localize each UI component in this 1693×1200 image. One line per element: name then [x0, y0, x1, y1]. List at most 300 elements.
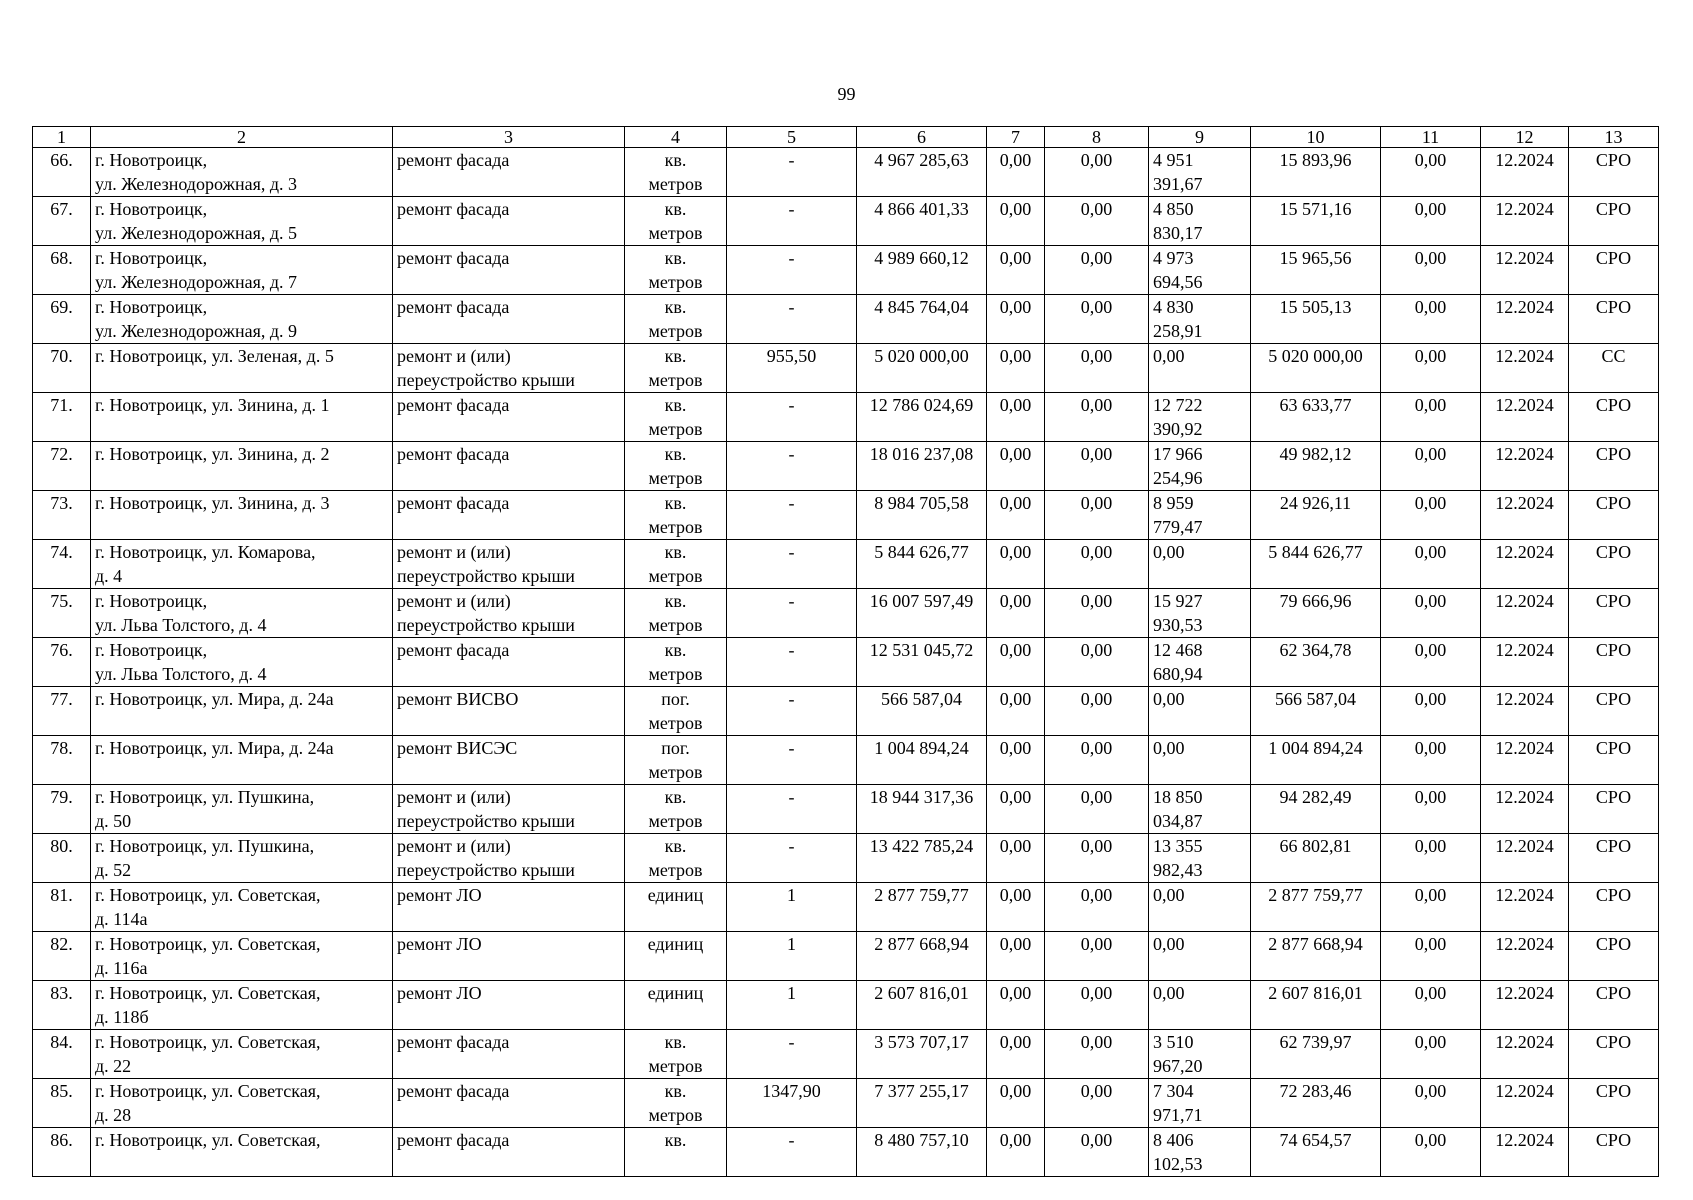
row-number: 75. [33, 589, 91, 638]
column-10-cell: 66 802,81 [1251, 834, 1381, 883]
capital-repair-table [32, 126, 1659, 1177]
table-row [33, 638, 1659, 687]
row-number: 86. [33, 1128, 91, 1177]
column-7-cell: 0,00 [987, 638, 1045, 687]
address-cell: г. Новотроицк, ул. Железнодорожная, д. 3 [91, 148, 393, 197]
column-10-cell: 15 505,13 [1251, 295, 1381, 344]
column-9-cell: 8 406 102,53 [1149, 1128, 1251, 1177]
column-11-cell: 0,00 [1381, 246, 1481, 295]
column-8-cell: 0,00 [1045, 393, 1149, 442]
column-header: 4 [625, 127, 727, 148]
completion-date-cell: 12.2024 [1481, 148, 1569, 197]
row-number: 77. [33, 687, 91, 736]
unit-cell: кв. метров [625, 540, 727, 589]
work-type-cell: ремонт фасада [393, 148, 625, 197]
quantity-cell: - [727, 589, 857, 638]
column-9-cell: 8 959 779,47 [1149, 491, 1251, 540]
column-11-cell: 0,00 [1381, 638, 1481, 687]
row-number: 74. [33, 540, 91, 589]
funding-source-cell: СРО [1569, 148, 1659, 197]
row-number: 85. [33, 1079, 91, 1128]
quantity-cell: 1347,90 [727, 1079, 857, 1128]
column-7-cell: 0,00 [987, 736, 1045, 785]
column-8-cell: 0,00 [1045, 1030, 1149, 1079]
table-row [33, 344, 1659, 393]
completion-date-cell: 12.2024 [1481, 687, 1569, 736]
column-8-cell: 0,00 [1045, 1079, 1149, 1128]
funding-source-cell: СРО [1569, 638, 1659, 687]
table-row [33, 295, 1659, 344]
address-cell: г. Новотроицк, ул. Зинина, д. 3 [91, 491, 393, 540]
total-cost-cell: 566 587,04 [857, 687, 987, 736]
column-header: 12 [1481, 127, 1569, 148]
total-cost-cell: 4 967 285,63 [857, 148, 987, 197]
table-row [33, 1128, 1659, 1177]
unit-cell: кв. метров [625, 442, 727, 491]
funding-source-cell: СРО [1569, 834, 1659, 883]
column-7-cell: 0,00 [987, 589, 1045, 638]
total-cost-cell: 4 989 660,12 [857, 246, 987, 295]
column-11-cell: 0,00 [1381, 148, 1481, 197]
table-row [33, 981, 1659, 1030]
column-9-cell: 4 973 694,56 [1149, 246, 1251, 295]
column-10-cell: 566 587,04 [1251, 687, 1381, 736]
column-8-cell: 0,00 [1045, 344, 1149, 393]
completion-date-cell: 12.2024 [1481, 197, 1569, 246]
column-11-cell: 0,00 [1381, 834, 1481, 883]
quantity-cell: - [727, 540, 857, 589]
unit-cell: единиц [625, 932, 727, 981]
column-9-cell: 0,00 [1149, 932, 1251, 981]
row-number: 79. [33, 785, 91, 834]
column-header: 13 [1569, 127, 1659, 148]
total-cost-cell: 4 866 401,33 [857, 197, 987, 246]
unit-cell: кв. метров [625, 1030, 727, 1079]
column-9-cell: 12 722 390,92 [1149, 393, 1251, 442]
column-header: 9 [1149, 127, 1251, 148]
table-row [33, 148, 1659, 197]
total-cost-cell: 8 480 757,10 [857, 1128, 987, 1177]
unit-cell: пог. метров [625, 687, 727, 736]
column-9-cell: 3 510 967,20 [1149, 1030, 1251, 1079]
column-8-cell: 0,00 [1045, 785, 1149, 834]
unit-cell: единиц [625, 981, 727, 1030]
column-7-cell: 0,00 [987, 932, 1045, 981]
total-cost-cell: 12 531 045,72 [857, 638, 987, 687]
address-cell: г. Новотроицк, ул. Льва Толстого, д. 4 [91, 638, 393, 687]
column-11-cell: 0,00 [1381, 1079, 1481, 1128]
work-type-cell: ремонт и (или) переустройство крыши [393, 785, 625, 834]
table-row [33, 246, 1659, 295]
column-8-cell: 0,00 [1045, 148, 1149, 197]
work-type-cell: ремонт фасада [393, 1128, 625, 1177]
column-9-cell: 4 850 830,17 [1149, 197, 1251, 246]
column-header: 8 [1045, 127, 1149, 148]
total-cost-cell: 8 984 705,58 [857, 491, 987, 540]
column-10-cell: 5 844 626,77 [1251, 540, 1381, 589]
column-8-cell: 0,00 [1045, 491, 1149, 540]
column-8-cell: 0,00 [1045, 1128, 1149, 1177]
row-number: 81. [33, 883, 91, 932]
total-cost-cell: 18 016 237,08 [857, 442, 987, 491]
work-type-cell: ремонт фасада [393, 197, 625, 246]
column-10-cell: 79 666,96 [1251, 589, 1381, 638]
funding-source-cell: СРО [1569, 932, 1659, 981]
unit-cell: кв. метров [625, 393, 727, 442]
total-cost-cell: 5 844 626,77 [857, 540, 987, 589]
quantity-cell: 1 [727, 932, 857, 981]
work-type-cell: ремонт и (или) переустройство крыши [393, 834, 625, 883]
table-row [33, 540, 1659, 589]
column-8-cell: 0,00 [1045, 197, 1149, 246]
unit-cell: кв. метров [625, 344, 727, 393]
column-7-cell: 0,00 [987, 981, 1045, 1030]
address-cell: г. Новотроицк, ул. Пушкина, д. 52 [91, 834, 393, 883]
column-11-cell: 0,00 [1381, 344, 1481, 393]
work-type-cell: ремонт ЛО [393, 981, 625, 1030]
column-8-cell: 0,00 [1045, 687, 1149, 736]
completion-date-cell: 12.2024 [1481, 834, 1569, 883]
completion-date-cell: 12.2024 [1481, 1030, 1569, 1079]
completion-date-cell: 12.2024 [1481, 981, 1569, 1030]
funding-source-cell: СРО [1569, 981, 1659, 1030]
column-11-cell: 0,00 [1381, 442, 1481, 491]
quantity-cell: - [727, 442, 857, 491]
table-row [33, 785, 1659, 834]
column-11-cell: 0,00 [1381, 883, 1481, 932]
row-number: 67. [33, 197, 91, 246]
address-cell: г. Новотроицк, ул. Железнодорожная, д. 9 [91, 295, 393, 344]
column-header: 1 [33, 127, 91, 148]
funding-source-cell: СРО [1569, 246, 1659, 295]
quantity-cell: 955,50 [727, 344, 857, 393]
work-type-cell: ремонт фасада [393, 246, 625, 295]
funding-source-cell: СРО [1569, 295, 1659, 344]
column-11-cell: 0,00 [1381, 785, 1481, 834]
column-7-cell: 0,00 [987, 687, 1045, 736]
column-8-cell: 0,00 [1045, 883, 1149, 932]
column-7-cell: 0,00 [987, 883, 1045, 932]
row-number: 66. [33, 148, 91, 197]
column-7-cell: 0,00 [987, 1079, 1045, 1128]
quantity-cell: - [727, 687, 857, 736]
column-11-cell: 0,00 [1381, 932, 1481, 981]
completion-date-cell: 12.2024 [1481, 442, 1569, 491]
column-8-cell: 0,00 [1045, 295, 1149, 344]
completion-date-cell: 12.2024 [1481, 491, 1569, 540]
column-header: 2 [91, 127, 393, 148]
quantity-cell: - [727, 148, 857, 197]
funding-source-cell: СС [1569, 344, 1659, 393]
address-cell: г. Новотроицк, ул. Советская, д. 22 [91, 1030, 393, 1079]
column-7-cell: 0,00 [987, 785, 1045, 834]
total-cost-cell: 5 020 000,00 [857, 344, 987, 393]
table-row [33, 197, 1659, 246]
funding-source-cell: СРО [1569, 589, 1659, 638]
address-cell: г. Новотроицк, ул. Железнодорожная, д. 5 [91, 197, 393, 246]
quantity-cell: - [727, 785, 857, 834]
completion-date-cell: 12.2024 [1481, 1079, 1569, 1128]
column-10-cell: 62 364,78 [1251, 638, 1381, 687]
column-8-cell: 0,00 [1045, 981, 1149, 1030]
table-row [33, 442, 1659, 491]
total-cost-cell: 13 422 785,24 [857, 834, 987, 883]
quantity-cell: - [727, 393, 857, 442]
column-10-cell: 15 893,96 [1251, 148, 1381, 197]
work-type-cell: ремонт ЛО [393, 883, 625, 932]
column-9-cell: 4 951 391,67 [1149, 148, 1251, 197]
completion-date-cell: 12.2024 [1481, 589, 1569, 638]
total-cost-cell: 4 845 764,04 [857, 295, 987, 344]
funding-source-cell: СРО [1569, 393, 1659, 442]
row-number: 70. [33, 344, 91, 393]
column-7-cell: 0,00 [987, 442, 1045, 491]
total-cost-cell: 2 877 668,94 [857, 932, 987, 981]
column-7-cell: 0,00 [987, 246, 1045, 295]
column-7-cell: 0,00 [987, 1030, 1045, 1079]
column-8-cell: 0,00 [1045, 932, 1149, 981]
column-9-cell: 12 468 680,94 [1149, 638, 1251, 687]
funding-source-cell: СРО [1569, 1079, 1659, 1128]
column-11-cell: 0,00 [1381, 393, 1481, 442]
row-number: 72. [33, 442, 91, 491]
work-type-cell: ремонт ЛО [393, 932, 625, 981]
table-row [33, 883, 1659, 932]
column-10-cell: 49 982,12 [1251, 442, 1381, 491]
work-type-cell: ремонт и (или) переустройство крыши [393, 589, 625, 638]
total-cost-cell: 2 877 759,77 [857, 883, 987, 932]
unit-cell: кв. метров [625, 197, 727, 246]
column-11-cell: 0,00 [1381, 981, 1481, 1030]
address-cell: г. Новотроицк, ул. Советская, [91, 1128, 393, 1177]
table-row [33, 1079, 1659, 1128]
completion-date-cell: 12.2024 [1481, 344, 1569, 393]
funding-source-cell: СРО [1569, 197, 1659, 246]
address-cell: г. Новотроицк, ул. Комарова, д. 4 [91, 540, 393, 589]
column-7-cell: 0,00 [987, 148, 1045, 197]
unit-cell: кв. метров [625, 491, 727, 540]
unit-cell: кв. метров [625, 246, 727, 295]
total-cost-cell: 2 607 816,01 [857, 981, 987, 1030]
address-cell: г. Новотроицк, ул. Советская, д. 118б [91, 981, 393, 1030]
address-cell: г. Новотроицк, ул. Пушкина, д. 50 [91, 785, 393, 834]
column-11-cell: 0,00 [1381, 491, 1481, 540]
column-number-row [33, 127, 1659, 148]
unit-cell: кв. метров [625, 785, 727, 834]
column-9-cell: 0,00 [1149, 344, 1251, 393]
unit-cell: кв. метров [625, 295, 727, 344]
row-number: 69. [33, 295, 91, 344]
column-9-cell: 0,00 [1149, 736, 1251, 785]
column-11-cell: 0,00 [1381, 1030, 1481, 1079]
column-7-cell: 0,00 [987, 834, 1045, 883]
unit-cell: кв. метров [625, 834, 727, 883]
completion-date-cell: 12.2024 [1481, 785, 1569, 834]
funding-source-cell: СРО [1569, 540, 1659, 589]
column-11-cell: 0,00 [1381, 687, 1481, 736]
column-10-cell: 94 282,49 [1251, 785, 1381, 834]
column-9-cell: 0,00 [1149, 883, 1251, 932]
unit-cell: кв. метров [625, 148, 727, 197]
funding-source-cell: СРО [1569, 785, 1659, 834]
quantity-cell: - [727, 1030, 857, 1079]
table-body [33, 148, 1659, 1177]
column-8-cell: 0,00 [1045, 442, 1149, 491]
quantity-cell: 1 [727, 883, 857, 932]
total-cost-cell: 3 573 707,17 [857, 1030, 987, 1079]
quantity-cell: - [727, 1128, 857, 1177]
work-type-cell: ремонт фасада [393, 638, 625, 687]
column-9-cell: 13 355 982,43 [1149, 834, 1251, 883]
column-10-cell: 5 020 000,00 [1251, 344, 1381, 393]
column-header: 10 [1251, 127, 1381, 148]
column-7-cell: 0,00 [987, 491, 1045, 540]
work-type-cell: ремонт ВИСЭС [393, 736, 625, 785]
completion-date-cell: 12.2024 [1481, 1128, 1569, 1177]
funding-source-cell: СРО [1569, 736, 1659, 785]
table-row [33, 932, 1659, 981]
funding-source-cell: СРО [1569, 1030, 1659, 1079]
work-type-cell: ремонт фасада [393, 393, 625, 442]
column-11-cell: 0,00 [1381, 197, 1481, 246]
column-7-cell: 0,00 [987, 344, 1045, 393]
address-cell: г. Новотроицк, ул. Зеленая, д. 5 [91, 344, 393, 393]
funding-source-cell: СРО [1569, 1128, 1659, 1177]
table-row [33, 393, 1659, 442]
quantity-cell: - [727, 834, 857, 883]
completion-date-cell: 12.2024 [1481, 638, 1569, 687]
column-header: 11 [1381, 127, 1481, 148]
row-number: 82. [33, 932, 91, 981]
address-cell: г. Новотроицк, ул. Мира, д. 24а [91, 687, 393, 736]
unit-cell: единиц [625, 883, 727, 932]
column-9-cell: 7 304 971,71 [1149, 1079, 1251, 1128]
column-9-cell: 0,00 [1149, 981, 1251, 1030]
address-cell: г. Новотроицк, ул. Мира, д. 24а [91, 736, 393, 785]
column-10-cell: 2 877 759,77 [1251, 883, 1381, 932]
column-header: 5 [727, 127, 857, 148]
column-8-cell: 0,00 [1045, 834, 1149, 883]
column-10-cell: 2 607 816,01 [1251, 981, 1381, 1030]
funding-source-cell: СРО [1569, 687, 1659, 736]
unit-cell: кв. [625, 1128, 727, 1177]
row-number: 76. [33, 638, 91, 687]
address-cell: г. Новотроицк, ул. Железнодорожная, д. 7 [91, 246, 393, 295]
column-9-cell: 18 850 034,87 [1149, 785, 1251, 834]
total-cost-cell: 16 007 597,49 [857, 589, 987, 638]
completion-date-cell: 12.2024 [1481, 295, 1569, 344]
total-cost-cell: 12 786 024,69 [857, 393, 987, 442]
table-row [33, 1030, 1659, 1079]
row-number: 73. [33, 491, 91, 540]
unit-cell: пог. метров [625, 736, 727, 785]
column-10-cell: 72 283,46 [1251, 1079, 1381, 1128]
funding-source-cell: СРО [1569, 491, 1659, 540]
work-type-cell: ремонт ВИСВО [393, 687, 625, 736]
column-7-cell: 0,00 [987, 540, 1045, 589]
completion-date-cell: 12.2024 [1481, 393, 1569, 442]
completion-date-cell: 12.2024 [1481, 736, 1569, 785]
column-10-cell: 24 926,11 [1251, 491, 1381, 540]
column-11-cell: 0,00 [1381, 1128, 1481, 1177]
total-cost-cell: 7 377 255,17 [857, 1079, 987, 1128]
quantity-cell: - [727, 491, 857, 540]
work-type-cell: ремонт фасада [393, 1030, 625, 1079]
table-row [33, 687, 1659, 736]
column-11-cell: 0,00 [1381, 540, 1481, 589]
address-cell: г. Новотроицк, ул. Льва Толстого, д. 4 [91, 589, 393, 638]
column-8-cell: 0,00 [1045, 736, 1149, 785]
column-9-cell: 0,00 [1149, 540, 1251, 589]
column-header: 3 [393, 127, 625, 148]
column-10-cell: 74 654,57 [1251, 1128, 1381, 1177]
work-type-cell: ремонт фасада [393, 295, 625, 344]
column-9-cell: 17 966 254,96 [1149, 442, 1251, 491]
address-cell: г. Новотроицк, ул. Советская, д. 28 [91, 1079, 393, 1128]
table-row [33, 589, 1659, 638]
column-11-cell: 0,00 [1381, 589, 1481, 638]
completion-date-cell: 12.2024 [1481, 932, 1569, 981]
column-10-cell: 2 877 668,94 [1251, 932, 1381, 981]
column-9-cell: 0,00 [1149, 687, 1251, 736]
column-10-cell: 62 739,97 [1251, 1030, 1381, 1079]
completion-date-cell: 12.2024 [1481, 540, 1569, 589]
completion-date-cell: 12.2024 [1481, 246, 1569, 295]
work-type-cell: ремонт фасада [393, 491, 625, 540]
quantity-cell: - [727, 246, 857, 295]
address-cell: г. Новотроицк, ул. Зинина, д. 1 [91, 393, 393, 442]
row-number: 78. [33, 736, 91, 785]
column-11-cell: 0,00 [1381, 736, 1481, 785]
funding-source-cell: СРО [1569, 442, 1659, 491]
row-number: 68. [33, 246, 91, 295]
address-cell: г. Новотроицк, ул. Советская, д. 114а [91, 883, 393, 932]
column-10-cell: 1 004 894,24 [1251, 736, 1381, 785]
work-type-cell: ремонт и (или) переустройство крыши [393, 344, 625, 393]
completion-date-cell: 12.2024 [1481, 883, 1569, 932]
column-7-cell: 0,00 [987, 197, 1045, 246]
address-cell: г. Новотроицк, ул. Советская, д. 116а [91, 932, 393, 981]
page-number: 99 [837, 84, 856, 104]
total-cost-cell: 1 004 894,24 [857, 736, 987, 785]
column-8-cell: 0,00 [1045, 246, 1149, 295]
row-number: 80. [33, 834, 91, 883]
row-number: 71. [33, 393, 91, 442]
unit-cell: кв. метров [625, 638, 727, 687]
work-type-cell: ремонт фасада [393, 1079, 625, 1128]
column-9-cell: 15 927 930,53 [1149, 589, 1251, 638]
column-11-cell: 0,00 [1381, 295, 1481, 344]
table-row [33, 491, 1659, 540]
quantity-cell: - [727, 197, 857, 246]
unit-cell: кв. метров [625, 589, 727, 638]
funding-source-cell: СРО [1569, 883, 1659, 932]
column-10-cell: 15 571,16 [1251, 197, 1381, 246]
column-7-cell: 0,00 [987, 1128, 1045, 1177]
row-number: 83. [33, 981, 91, 1030]
column-7-cell: 0,00 [987, 393, 1045, 442]
address-cell: г. Новотроицк, ул. Зинина, д. 2 [91, 442, 393, 491]
table-row [33, 834, 1659, 883]
column-header: 6 [857, 127, 987, 148]
quantity-cell: - [727, 295, 857, 344]
work-type-cell: ремонт фасада [393, 442, 625, 491]
column-7-cell: 0,00 [987, 295, 1045, 344]
column-10-cell: 63 633,77 [1251, 393, 1381, 442]
column-8-cell: 0,00 [1045, 540, 1149, 589]
quantity-cell: - [727, 736, 857, 785]
column-10-cell: 15 965,56 [1251, 246, 1381, 295]
